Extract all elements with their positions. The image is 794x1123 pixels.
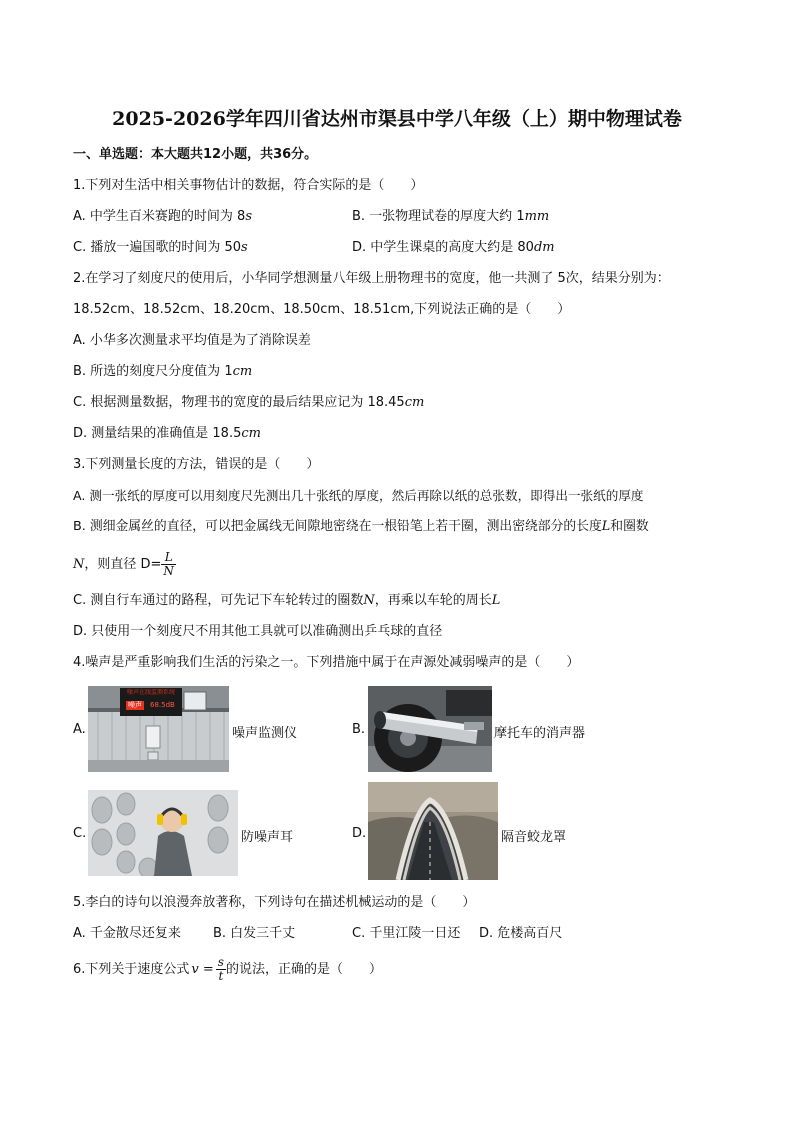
q3-option-b-line1[interactable]: B. 测细金属丝的直径，可以把金属线无间隙地密绕在一根铅笔上若干圈，测出密绕部分的长度L和圈数 bbox=[73, 519, 649, 534]
q4-option-c-label[interactable]: 防噪声耳 bbox=[241, 830, 294, 845]
q1-option-d[interactable]: D. 中学生课桌的高度大约是 80dm bbox=[352, 240, 555, 255]
q5-stem: 5.李白的诗句以浪漫奔放著称，下列诗句在描述机械运动的是（ ） bbox=[73, 895, 476, 910]
speed-formula-fraction: $\frac{s}{t}$ bbox=[217, 955, 224, 983]
q5-option-c[interactable]: C. 千里江陵一日还 bbox=[352, 926, 461, 941]
page-title: 2025-2026学年四川省达州市渠县中学八年级（上）期中物理试卷 bbox=[112, 108, 682, 130]
q1-option-b[interactable]: B. 一张物理试卷的厚度大约 1mm bbox=[352, 209, 550, 224]
q1-option-a[interactable]: A. 中学生百米赛跑的时间为 8s bbox=[73, 209, 253, 224]
q2-stem-line2: 18.52cm、18.52cm、18.20cm、18.50cm、18.51cm,下列说法正确的是（ ） bbox=[73, 302, 571, 317]
q4-option-d-label[interactable]: 隔音蛟龙罩 bbox=[501, 830, 567, 845]
q2-option-d[interactable]: D. 测量结果的准确值是 18.5cm bbox=[73, 426, 261, 441]
ear-protection-image[interactable] bbox=[88, 790, 238, 876]
q4-option-c-letter[interactable]: C. bbox=[73, 826, 87, 841]
q3-option-d[interactable]: D. 只使用一个刻度尺不用其他工具就可以准确测出乒乓球的直径 bbox=[73, 624, 443, 639]
q4-option-d-letter[interactable]: D. bbox=[352, 826, 367, 841]
muffler-image[interactable] bbox=[368, 686, 492, 772]
q2-option-a[interactable]: A. 小华多次测量求平均值是为了消除误差 bbox=[73, 333, 311, 348]
noise-monitor-image[interactable] bbox=[88, 686, 229, 772]
diameter-fraction: $\frac{L}{N}$ bbox=[163, 550, 174, 578]
q4-option-a-letter[interactable]: A. bbox=[73, 722, 86, 737]
q1-option-c[interactable]: C. 播放一遍国歌的时间为 50s bbox=[73, 240, 248, 255]
q5-option-d[interactable]: D. 危楼高百尺 bbox=[479, 926, 563, 941]
q4-option-b-letter[interactable]: B. bbox=[352, 722, 366, 737]
q5-option-b[interactable]: B. 白发三千丈 bbox=[213, 926, 296, 941]
q6-stem: 6.下列关于速度公式 v = $\frac{s}{t}$ 的说法，正确的是（ ） bbox=[73, 955, 382, 983]
q2-stem-line1: 2.在学习了刻度尺的使用后，小华同学想测量八年级上册物理书的宽度，他一共测了 5次，结果分别为： bbox=[73, 271, 670, 286]
q4-option-b-label[interactable]: 摩托车的消声器 bbox=[494, 726, 586, 741]
q2-option-c[interactable]: C. 根据测量数据，物理书的宽度的最后结果应记为 18.45cm bbox=[73, 395, 425, 410]
q1-stem: 1.下列对生活中相关事物估计的数据，符合实际的是（ ） bbox=[73, 178, 424, 193]
q4-stem: 4.噪声是严重影响我们生活的污染之一。下列措施中属于在声源处减弱噪声的是（ ） bbox=[73, 655, 580, 670]
q5-option-a[interactable]: A. 千金散尽还复来 bbox=[73, 926, 181, 941]
sound-barrier-image[interactable] bbox=[368, 782, 498, 880]
section-heading: 一、单选题：本大题共12小题，共36分。 bbox=[73, 147, 318, 162]
q4-option-a-label[interactable]: 噪声监测仪 bbox=[232, 726, 298, 741]
monitor-sign-value: 68.5dB bbox=[150, 701, 175, 709]
monitor-sign-title: 噪声在线监测系统 bbox=[126, 689, 175, 696]
q2-option-b[interactable]: B. 所选的刻度尺分度值为 1cm bbox=[73, 364, 253, 379]
q3-option-b-line2[interactable]: N，则直径 D= $\frac{L}{N}$ bbox=[73, 550, 174, 578]
q3-option-a[interactable]: A. 测一张纸的厚度可以用刻度尺先测出几十张纸的厚度，然后再除以纸的总张数，即得出一张纸的厚度 bbox=[73, 488, 644, 503]
q3-option-c[interactable]: C. 测自行车通过的路程，可先记下车轮转过的圈数N，再乘以车轮的周长L bbox=[73, 593, 501, 608]
monitor-sign-label: 噪声 bbox=[128, 701, 142, 709]
q3-stem: 3.下列测量长度的方法，错误的是（ ） bbox=[73, 457, 320, 472]
